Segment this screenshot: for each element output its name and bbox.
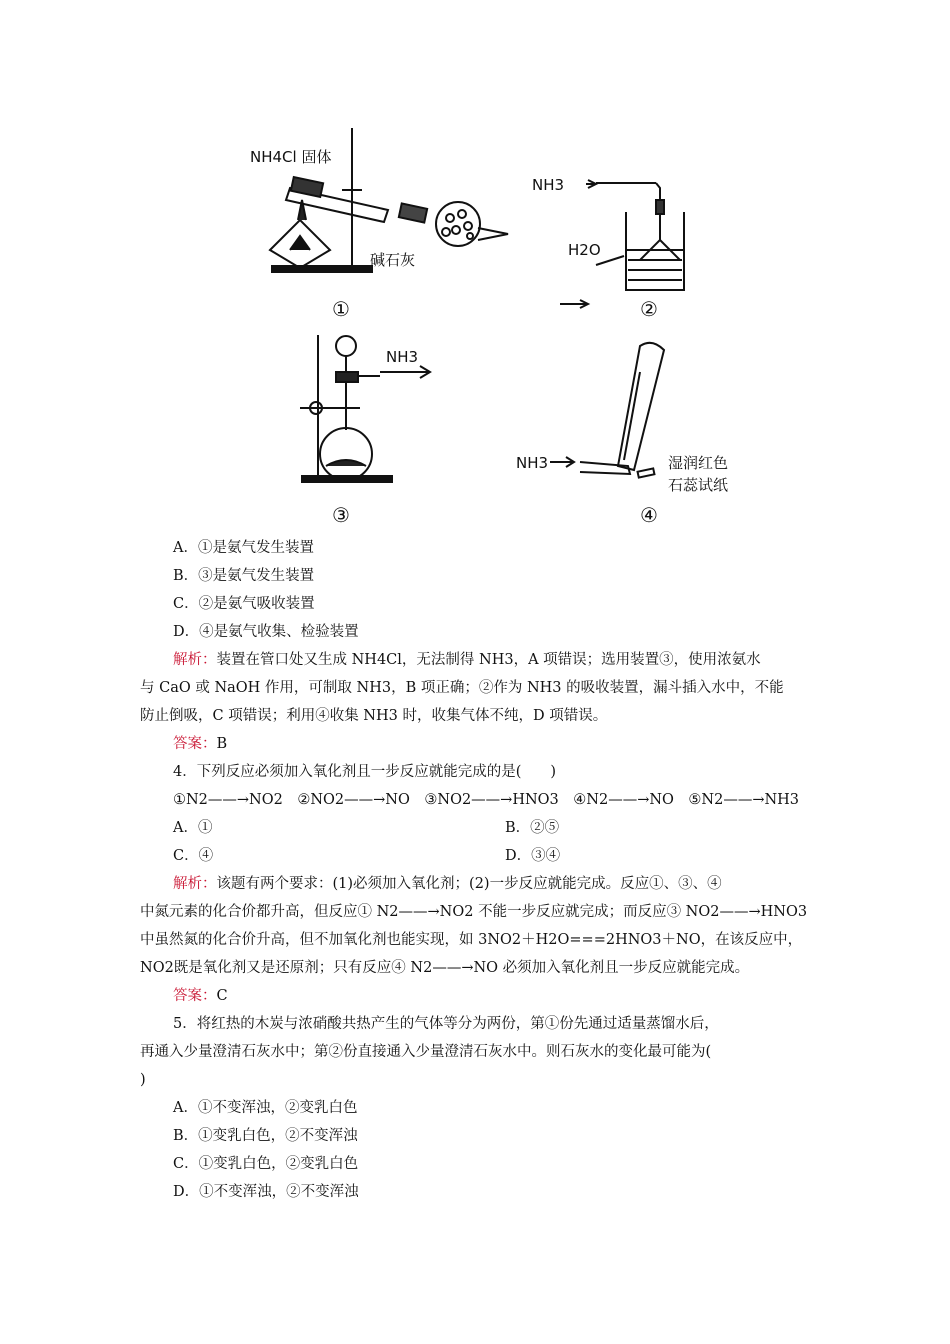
apparatus-figure xyxy=(220,110,780,530)
analysis-label: 解析： xyxy=(173,876,217,892)
apparatus-2 xyxy=(596,183,684,290)
answer-label: 答案： xyxy=(173,988,217,1004)
q3-option-a: A．①是氨气发生装置 xyxy=(173,540,314,556)
label-nh3-4: NH3 xyxy=(516,454,549,472)
apparatus-4 xyxy=(550,180,664,478)
figure-number-4: ④ xyxy=(640,503,658,527)
label-litmus-2: 石蕊试纸 xyxy=(668,476,729,494)
q4-analysis-line-1: 解析：该题有两个要求：(1)必须加入氧化剂；(2)一步反应就能完成。反应①、③、④ xyxy=(173,876,722,892)
analysis-label: 解析： xyxy=(173,652,217,668)
q3-answer: 答案：B xyxy=(173,736,228,752)
figure-number-3: ③ xyxy=(332,503,350,527)
q5-stem-line-2: 再通入少量澄清石灰水中；第②份直接通入少量澄清石灰水中。则石灰水的变化最可能为( xyxy=(140,1044,712,1060)
q4-analysis-line-3: 中虽然氮的化合价升高，但不加氧化剂也能实现，如 3NO2＋H2O===2HNO3＋NO，在该反应中， xyxy=(140,932,803,948)
q5-option-d: D．①不变浑浊，②不变浑浊 xyxy=(173,1184,359,1200)
q3-analysis-line-1: 解析：装置在管口处又生成 NH4Cl，无法制得 NH3，A 项错误；选用装置③，使用浓氨水 xyxy=(173,652,761,668)
label-soda-lime: 碱石灰 xyxy=(370,251,416,269)
q5-option-a: A．①不变浑浊，②变乳白色 xyxy=(173,1100,358,1116)
q4-option-c: C．④ xyxy=(173,848,214,864)
q4-stem: 4．下列反应必须加入氧化剂且一步反应就能完成的是( ) xyxy=(173,764,557,780)
apparatus-drawing xyxy=(220,110,780,530)
q3-option-b: B．③是氨气发生装置 xyxy=(173,568,315,584)
q3-analysis-line-3: 防止倒吸，C 项错误；利用④收集 NH3 时，收集气体不纯，D 项错误。 xyxy=(140,708,608,724)
q4-options-row-2 xyxy=(140,842,820,870)
q4-analysis-line-2: 中氮元素的化合价都升高，但反应① N2——→NO2 不能一步反应就完成；而反应③ NO2——→HNO3 xyxy=(140,904,808,920)
q4-options-row-1 xyxy=(140,814,820,842)
label-litmus-1: 湿润红色 xyxy=(668,454,729,472)
q4-option-a: A．① xyxy=(173,820,213,836)
label-nh4cl: NH4Cl 固体 xyxy=(250,148,332,166)
q5-option-b: B．①变乳白色，②不变浑浊 xyxy=(173,1128,358,1144)
label-nh3-3: NH3 xyxy=(386,348,419,366)
q3-option-d: D．④是氨气收集、检验装置 xyxy=(173,624,359,640)
label-h2o: H2O xyxy=(568,241,601,259)
q4-answer: 答案：C xyxy=(173,988,228,1004)
q5-option-c: C．①变乳白色，②变乳白色 xyxy=(173,1156,359,1172)
answer-label: 答案： xyxy=(173,736,217,752)
q4-option-d: D．③④ xyxy=(505,848,561,864)
q4-analysis-line-4: NO2既是氧化剂又是还原剂；只有反应④ N2——→NO 必须加入氧化剂且一步反应就能完成。 xyxy=(140,960,750,976)
q5-stem-line-1: 5．将红热的木炭与浓硝酸共热产生的气体等分为两份，第①份先通过适量蒸馏水后， xyxy=(173,1016,719,1032)
figure-number-1: ① xyxy=(332,297,350,321)
q3-analysis-line-2: 与 CaO 或 NaOH 作用，可制取 NH3，B 项正确；②作为 NH3 的吸收装置，漏斗插入水中，不能 xyxy=(140,680,784,696)
label-nh3-2: NH3 xyxy=(532,176,565,194)
q4-option-b: B．②⑤ xyxy=(505,820,560,836)
q5-stem-line-3: ) xyxy=(140,1072,146,1088)
q4-choices: ①N2——→NO2 ②NO2——→NO ③NO2——→HNO3 ④N2——→NO ⑤N2——→NH3 xyxy=(173,792,800,808)
q3-option-c: C．②是氨气吸收装置 xyxy=(173,596,315,612)
question-text xyxy=(140,534,820,1206)
figure-number-2: ② xyxy=(640,297,658,321)
